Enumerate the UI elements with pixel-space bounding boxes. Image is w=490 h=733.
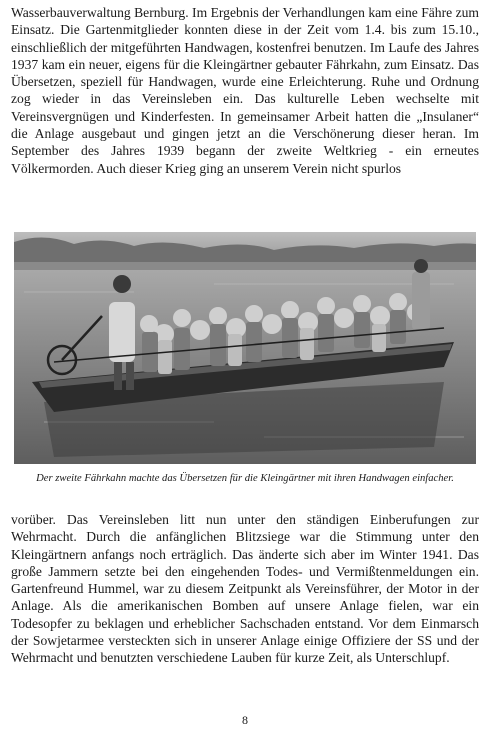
body-text-top: Wasserbauverwaltung Bernburg. Im Ergebnis der Verhandlungen kam eine Fähre zum Einsatz. Die Gartenmitglieder konnten diese in der Zeit vom 1.4. bis zum 15.10., einschließlich der mitgeführten Handwagen, kostenfrei benutzen. Im Laufe des Jahres 1937 kam ein neuer, eigens für die Kleingärtner gebauter Fährkahn, zum Einsatz. Das Übersetzen, speziell für Handwagen, wurde eine Erleichterung. Ruhe und Ordnung zog wieder in das Vereinsleben ein. Das kulturelle Leben wechselte mit Vereinsvergnügen und Kinderfesten. In gemeinsamer Arbeit hatten die „Insulaner“ die Anlage ausgebaut und gingen jetzt an die Verschönerung dieser heran. Im September des Jahres 1939 begann der zweite Weltkrieg - ein erneutes Völkermorden. Auch dieser Krieg ging an unserem Verein nicht spurlos	[11, 5, 479, 176]
body-text-bottom: vorüber. Das Vereinsleben litt nun unter den ständigen Einberufungen zur Wehrmacht. Durch die anfänglichen Blitzsiege war die Stimmung unter den Kleingärtnern anfangs noch erträglich. Das änderte sich aber im Winter 1941. Das große Jammern setzte bei den eingehenden Todes- und Vermißtenmeldungen ein. Gartenfreund Hummel, war zu diesem Zeitpunkt als Vereinsführer, der Motor in der Anlage. Als die amerikanischen Bomben auf unsere Anlage fielen, war ein Todesopfer zu beklagen und erheblicher Sachschaden entstand. Vor dem Einmarsch der Sowjetarmee versteckten sich in unserer Anlage einige Offiziere der SS und der Wehrmacht und benutzten verschiedene Lauben für kurze Zeit, als Unterschlupf.	[11, 512, 479, 666]
ferry-photo	[14, 232, 476, 464]
page-number: 8	[242, 713, 248, 727]
photo-caption: Der zweite Fährkahn machte das Übersetzen für die Kleingärtner mit ihren Handwagen einfacher.	[36, 473, 454, 484]
